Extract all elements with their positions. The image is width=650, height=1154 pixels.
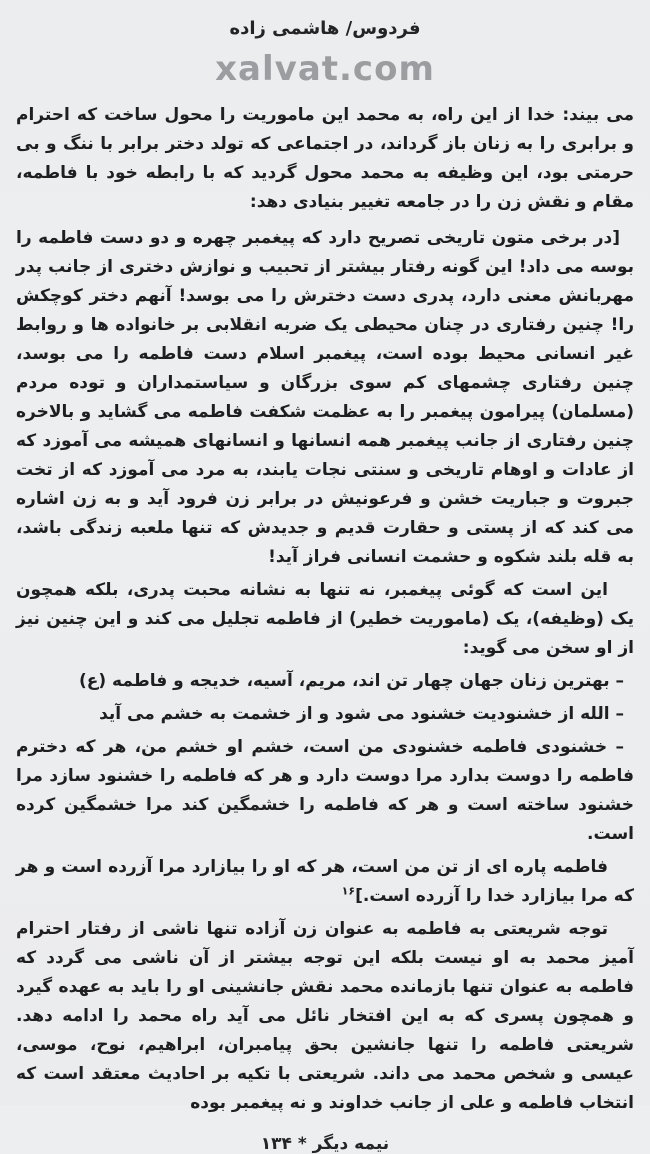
paragraph-lead-in: این است که گوئی پیغمبر، نه تنها به نشانه محبت پدری، بلکه همچون یک (وظیفه)، یک (ماموریت خطیر) از فاطمه تجلیل می کند و این چنین نیز از او سخن می گوید: xyxy=(16,580,634,658)
closing-quote-text: فاطمه پاره ای از تن من است، هر که او را بیازارد مرا آزرده است و هر که مرا بیازارد خدا را آزرده است.] xyxy=(16,857,634,906)
page-body xyxy=(16,101,634,1118)
paragraph-closing xyxy=(16,853,634,911)
footnote-marker: ۱۶ xyxy=(341,884,356,898)
list-item-best-women: – بهترین زنان جهان چهار تن اند، مریم، آسیه، خدیجه و فاطمه (ع) xyxy=(78,671,624,691)
paragraph-intro: می بیند: خدا از این راه، به محمد این ماموریت را محول ساخت که احترام و برابری را به زنان باز گرداند، در اجتماعی که تولد دختر برابر با ننگ و بی حرمتی بود، این وظیفه به محمد محول گردید که با رابطه خود با فاطمه، مقام و نقش زن را در جامعه تغییر بنیادی دهد: xyxy=(16,105,634,212)
list-item-fatemeh-pleasure: – خشنودی فاطمه خشنودی من است، خشم او خشم من، هر که دخترم فاطمه را دوست بدارد مرا دوست دارد و هر که فاطمه را خشنود سازد مرا خشنود ساخته است و هر که فاطمه را خشمگین کند مرا خشمگین کرده است. xyxy=(16,737,634,844)
watermark-text: xalvat.com xyxy=(215,49,435,89)
page-header-author: فردوس/ هاشمی زاده xyxy=(229,18,421,39)
list-item-allah-pleased: – الله از خشنودیت خشنود می شود و از خشمت به خشم می آید xyxy=(99,704,624,724)
paragraph-quote-block: [در برخی متون تاریخی تصریح دارد که پیغمبر چهره و دو دست فاطمه را بوسه می داد! این گونه رفتار بیشتر از تحبیب و نوازش دختری از جانب پدر مهربانش معنی دارد، پدری دست دخترش را می بوسد! آنهم دختر کوچکش را! چنین رفتاری در چنان محیطی یک ضربه انقلابی بر خانواده ها و روابط غیر انسانی محیط بوده است، پیغمبر اسلام دست فاطمه را می بوسد، چنین رفتاری چشمهای کم سوی بزرگان و سیاستمداران و توده مردم (مسلمان) پیرامون پیغمبر را به عظمت شکفت فاطمه می گشاید و بالاخره چنین رفتاری از جانب پیغمبر همه انسانها و انسانهای همیشه می آموزد که از عادات و اوهام تاریخی و سنتی نجات یابند، به مرد می آموزد که از تخت جبروت و جباریت خشن و فرعونیش در برابر زن فرود آید و به زن اشاره می کند که از پستی و حقارت قدیم و جدیدش که تنها ملعبه زندگی باشد، به قله بلند شکوه و حشمت انسانی فراز آید! xyxy=(16,228,634,567)
page-footer-number: نیمه دیگر * ۱۳۴ xyxy=(260,1134,390,1154)
paragraph-commentary: توجه شریعتی به فاطمه به عنوان زن آزاده تنها ناشی از رفتار احترام آمیز محمد به او نیست بلکه این توجه بیشتر از آن ناشی می گردد که فاطمه به عنوان تنها بازمانده محمد نقش جانشینی او را باید به عهده گیرد و همچون پسری که به این افتخار نائل می آید راه محمد را ادامه دهد. شریعتی فاطمه را تنها جانشین بحق پیامبران، ابراهیم، نوح، موسی، عیسی و شخص محمد می داند. شریعتی با تکیه بر احادیث معتقد است که انتخاب فاطمه و علی از جانب خداوند و نه پیغمبر بوده xyxy=(16,919,634,1113)
